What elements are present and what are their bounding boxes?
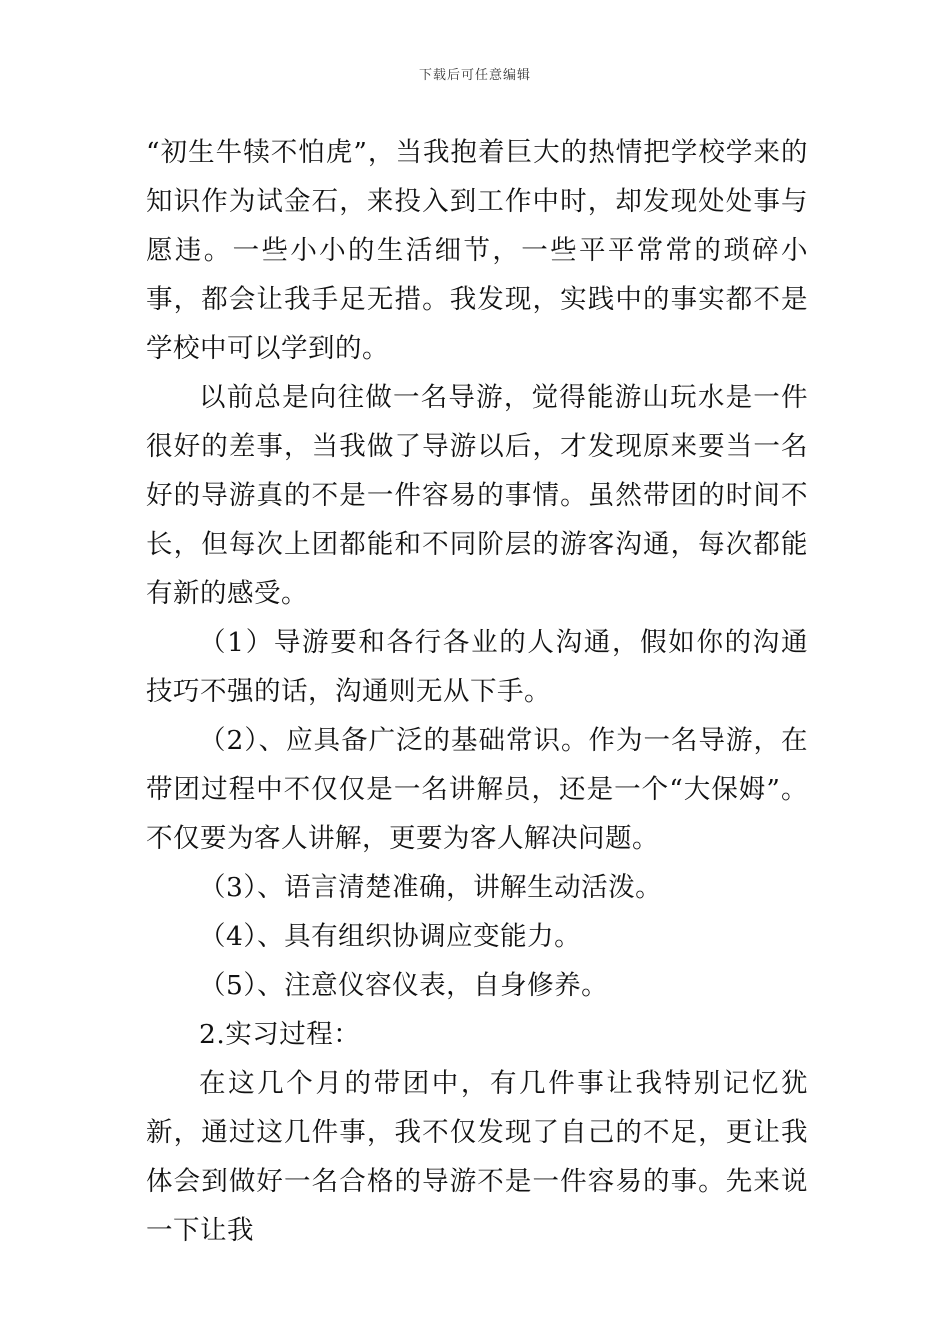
- document-body: [146, 128, 808, 1255]
- list-item-3: （3）、语言清楚准确，讲解生动活泼。: [199, 872, 663, 903]
- paragraph-experience: 在这几个月的带团中，有几件事让我特别记忆犹新，通过这几件事，我不仅发现了自己的不足，更让我体会到做好一名合格的导游不是一件容易的事。先来说一下让我: [146, 1068, 808, 1246]
- paragraph-continuation: “初生牛犊不怕虎”，当我抱着巨大的热情把学校学来的知识作为试金石，来投入到工作中时，却发现处处事与愿违。一些小小的生活细节，一些平平常常的琐碎小事，都会让我手足无措。我发现，实践中的事实都不是学校中可以学到的。: [146, 137, 808, 364]
- section-heading: 2.实习过程：: [199, 1019, 361, 1050]
- paragraph-aspiration: 以前总是向往做一名导游，觉得能游山玩水是一件很好的差事，当我做了导游以后，才发现原来要当一名好的导游真的不是一件容易的事情。虽然带团的时间不长，但每次上团都能和不同阶层的游客沟通，每次都能有新的感受。: [146, 382, 808, 609]
- page-header-watermark: 下载后可任意编辑: [418, 68, 531, 83]
- list-item-1: （1）导游要和各行各业的人沟通，假如你的沟通技巧不强的话，沟通则无从下手。: [146, 627, 808, 707]
- list-item-2: （2）、应具备广泛的基础常识。作为一名导游，在带团过程中不仅仅是一名讲解员，还是一个“大保姆”。不仅要为客人讲解，更要为客人解决问题。: [146, 725, 808, 854]
- list-item-4: （4）、具有组织协调应变能力。: [199, 921, 582, 952]
- list-item-5: （5）、注意仪容仪表，自身修养。: [199, 970, 609, 1001]
